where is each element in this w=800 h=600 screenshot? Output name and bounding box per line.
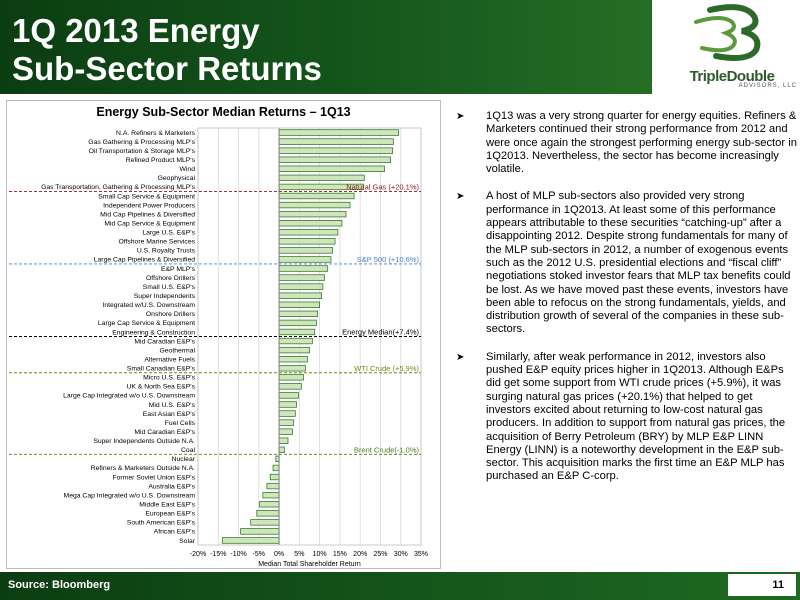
bar bbox=[279, 211, 346, 217]
bar bbox=[279, 447, 284, 453]
bar bbox=[279, 411, 295, 417]
x-tick-label: -10% bbox=[230, 551, 247, 558]
category-label: Former Soviet Union E&P's bbox=[112, 474, 195, 482]
logo-wordmark: TripleDouble bbox=[689, 68, 775, 85]
bar bbox=[279, 402, 296, 408]
category-label: Gas Gathering & Processing MLP's bbox=[88, 138, 195, 146]
bar bbox=[279, 130, 399, 136]
page-number: 11 bbox=[772, 579, 784, 591]
bar bbox=[273, 465, 279, 471]
category-label: Mid Caradian E&P's bbox=[134, 428, 195, 436]
bar bbox=[279, 293, 322, 299]
category-label: Large Cap Integrated w/o U.S. Downstream bbox=[63, 392, 195, 400]
bullet-arrow-icon: ➤ bbox=[456, 111, 465, 122]
bar bbox=[279, 257, 331, 263]
category-label: Super Independents bbox=[133, 293, 195, 301]
bar bbox=[279, 239, 335, 245]
category-label: European E&P's bbox=[145, 510, 195, 518]
x-tick-label: 10% bbox=[312, 551, 327, 558]
bar bbox=[279, 311, 318, 317]
category-label: East Asian E&P's bbox=[142, 410, 195, 418]
category-label: Mid U.S. E&P's bbox=[148, 401, 195, 409]
category-label: Refined Product MLP's bbox=[125, 157, 195, 165]
bar bbox=[279, 438, 288, 444]
bar bbox=[279, 284, 323, 290]
bar bbox=[279, 329, 315, 335]
category-label: Coal bbox=[181, 447, 195, 455]
category-label: Gas Transportation, Gathering & Processing MLP's bbox=[41, 184, 195, 192]
title-line-1: 1Q 2013 Energy bbox=[12, 12, 260, 49]
category-label: Large U.S. E&P's bbox=[142, 229, 195, 237]
category-label: Alternative Fuels bbox=[144, 356, 195, 364]
bullet-item bbox=[452, 351, 797, 484]
bar bbox=[279, 157, 391, 163]
bullet-item bbox=[452, 190, 797, 336]
category-label: Geothermal bbox=[159, 347, 195, 355]
x-tick-label: 30% bbox=[393, 551, 408, 558]
x-tick-label: 5% bbox=[294, 551, 305, 558]
bar bbox=[251, 520, 279, 526]
category-label: Large Cap Pipelines & Diversified bbox=[93, 256, 195, 264]
category-label: Offshore Drillers bbox=[146, 274, 195, 282]
x-tick-label: 20% bbox=[353, 551, 368, 558]
bullet-text: A host of MLP sub-sectors also provided very strong performance in 1Q2013. At least some of this performance appears attributable to these securities “catching-up” after a disappointing 2012. Despite strong fundamentals for many of the MLP sub-sectors in 2012, a number of exogenous events such as the 2012 U.S. presidential elections and “fiscal cliff” negotiations stoked investor fears that MLP tax benefits could be lost. As we have moved past these events, investors have been able to refocus on the strong fundamentals, yields, and distribution growth of several of the companies in these sub-sectors. bbox=[486, 190, 791, 336]
bar bbox=[263, 492, 279, 498]
triple-double-logo-icon bbox=[652, 0, 800, 70]
bar bbox=[222, 538, 279, 544]
category-label: Mega Cap Integrated w/o U.S. Downstream bbox=[63, 492, 195, 500]
bar bbox=[279, 320, 316, 326]
bar-chart bbox=[7, 101, 440, 568]
reference-line-label: Brent Crude(-1.0%) bbox=[353, 445, 419, 455]
bar bbox=[279, 374, 303, 380]
category-label: Integrated w/U.S. Downstream bbox=[102, 302, 195, 310]
bar bbox=[279, 275, 324, 281]
category-label: Geophysical bbox=[157, 175, 195, 183]
bar bbox=[241, 529, 280, 535]
commentary-bullets bbox=[452, 110, 797, 498]
bar bbox=[279, 139, 393, 145]
bullet-text: Similarly, after weak performance in 2012, investors also pushed E&P equity prices higher in 1Q2013. Although E&Ps did get some support from WTI crude prices (+5.9%), it was surging natural gas prices (+20.1%) that helped to get investors excited about returning to low-cost natural gas producers. In addition to support from natural gas prices, the acquisition of Berry Petroleum (BRY) by MLP E&P LINN Energy (LINN) is a noteworthy development in the E&P sub-sector. This acquisition marks the first time an E&P MLP has purchased an E&P C-corp. bbox=[486, 350, 786, 483]
bar bbox=[279, 220, 342, 226]
category-label: Micro U.S. E&P's bbox=[143, 374, 195, 382]
bar bbox=[279, 393, 298, 399]
title-line-2: Sub-Sector Returns bbox=[12, 50, 322, 87]
category-label: Solar bbox=[179, 537, 195, 545]
category-label: Middle East E&P's bbox=[139, 501, 195, 509]
reference-line-label: WTI Crude (+5.9%) bbox=[354, 363, 419, 373]
page-number-box bbox=[728, 574, 796, 596]
x-axis-label: Median Total Shareholder Return bbox=[258, 561, 361, 568]
category-label: Small U.S. E&P's bbox=[142, 283, 195, 291]
category-label: Refiners & Marketers Outside N.A. bbox=[90, 465, 195, 473]
bar bbox=[279, 302, 320, 308]
category-label: Mid Caradian E&P's bbox=[134, 338, 195, 346]
x-tick-label: -15% bbox=[210, 551, 227, 558]
x-tick-label: -5% bbox=[252, 551, 266, 558]
bar bbox=[279, 175, 364, 181]
bullet-text: 1Q13 was a very strong quarter for energy equities. Refiners & Marketers continued their strong performance from 2012 and were once again the strongest performing energy sub-sector in 1Q2013. Nevertheless, the sector has become increasingly volatile. bbox=[486, 110, 797, 176]
source-note: Source: Bloomberg bbox=[8, 579, 111, 591]
category-label: South American E&P's bbox=[126, 519, 195, 527]
logo-subtitle: ADVISORS, LLC bbox=[738, 83, 797, 89]
x-tick-label: 0% bbox=[274, 551, 285, 558]
category-label: Independent Power Producers bbox=[103, 202, 195, 210]
x-tick-label: 35% bbox=[413, 551, 429, 558]
bar bbox=[279, 338, 312, 344]
category-label: U.S. Royalty Trusts bbox=[136, 247, 195, 255]
bar bbox=[279, 248, 333, 254]
bar bbox=[279, 347, 309, 353]
reference-line-label: S&P 500 (+10.6%) bbox=[356, 254, 419, 264]
bar bbox=[279, 429, 292, 435]
category-label: Engineering & Construction bbox=[112, 329, 195, 337]
chart-panel bbox=[6, 100, 441, 569]
header-banner bbox=[0, 0, 800, 94]
category-label: Small Cap Service & Equipment bbox=[98, 193, 195, 201]
bar bbox=[279, 202, 350, 208]
chart-title: Energy Sub-Sector Median Returns – 1Q13 bbox=[96, 105, 351, 119]
company-logo bbox=[652, 0, 800, 94]
bar bbox=[257, 510, 279, 516]
category-label: Mid Cap Service & Equipment bbox=[104, 220, 195, 228]
reference-line-label: Energy Median(+7.4%) bbox=[342, 327, 419, 337]
category-label: Super Independents Outside N.A. bbox=[93, 438, 195, 446]
bar bbox=[260, 501, 279, 507]
bar bbox=[279, 356, 307, 362]
x-tick-label: 25% bbox=[373, 551, 388, 558]
category-label: N.A. Refiners & Marketers bbox=[116, 129, 195, 137]
bar bbox=[279, 266, 328, 272]
category-label: Fuel Cells bbox=[164, 419, 195, 427]
x-tick-label: 15% bbox=[332, 551, 347, 558]
x-tick-label: -20% bbox=[189, 551, 207, 558]
page-title bbox=[12, 12, 322, 88]
category-label: Mid Cap Pipelines & Diversified bbox=[100, 211, 195, 219]
category-label: Australia E&P's bbox=[148, 483, 195, 491]
category-label: Offshore Marine Services bbox=[118, 238, 195, 246]
category-label: UK & North Sea E&P's bbox=[126, 383, 195, 391]
bar bbox=[279, 166, 384, 172]
category-label: Wind bbox=[179, 166, 195, 174]
bar bbox=[267, 483, 279, 489]
bar bbox=[279, 193, 354, 199]
bullet-arrow-icon: ➤ bbox=[456, 191, 465, 203]
bar bbox=[270, 474, 279, 480]
bullet-item bbox=[452, 110, 797, 176]
bullet-arrow-icon: ➤ bbox=[456, 351, 465, 363]
category-label: E&P MLP's bbox=[160, 265, 195, 273]
category-label: Small Canadian E&P's bbox=[126, 365, 195, 373]
bar bbox=[279, 365, 305, 371]
category-label: Onshore Drillers bbox=[145, 311, 195, 319]
footer-bar bbox=[0, 572, 800, 600]
category-label: Nuclear bbox=[171, 456, 195, 464]
bar bbox=[279, 229, 338, 235]
category-label: Oil Transportation & Storage MLP's bbox=[88, 147, 195, 155]
category-label: Large Cap Service & Equipment bbox=[97, 320, 195, 328]
bar bbox=[279, 384, 301, 390]
bar bbox=[279, 148, 393, 154]
reference-line-label: Natural Gas (+20.1%) bbox=[346, 182, 419, 192]
bar bbox=[279, 420, 294, 426]
category-label: African E&P's bbox=[153, 528, 195, 536]
